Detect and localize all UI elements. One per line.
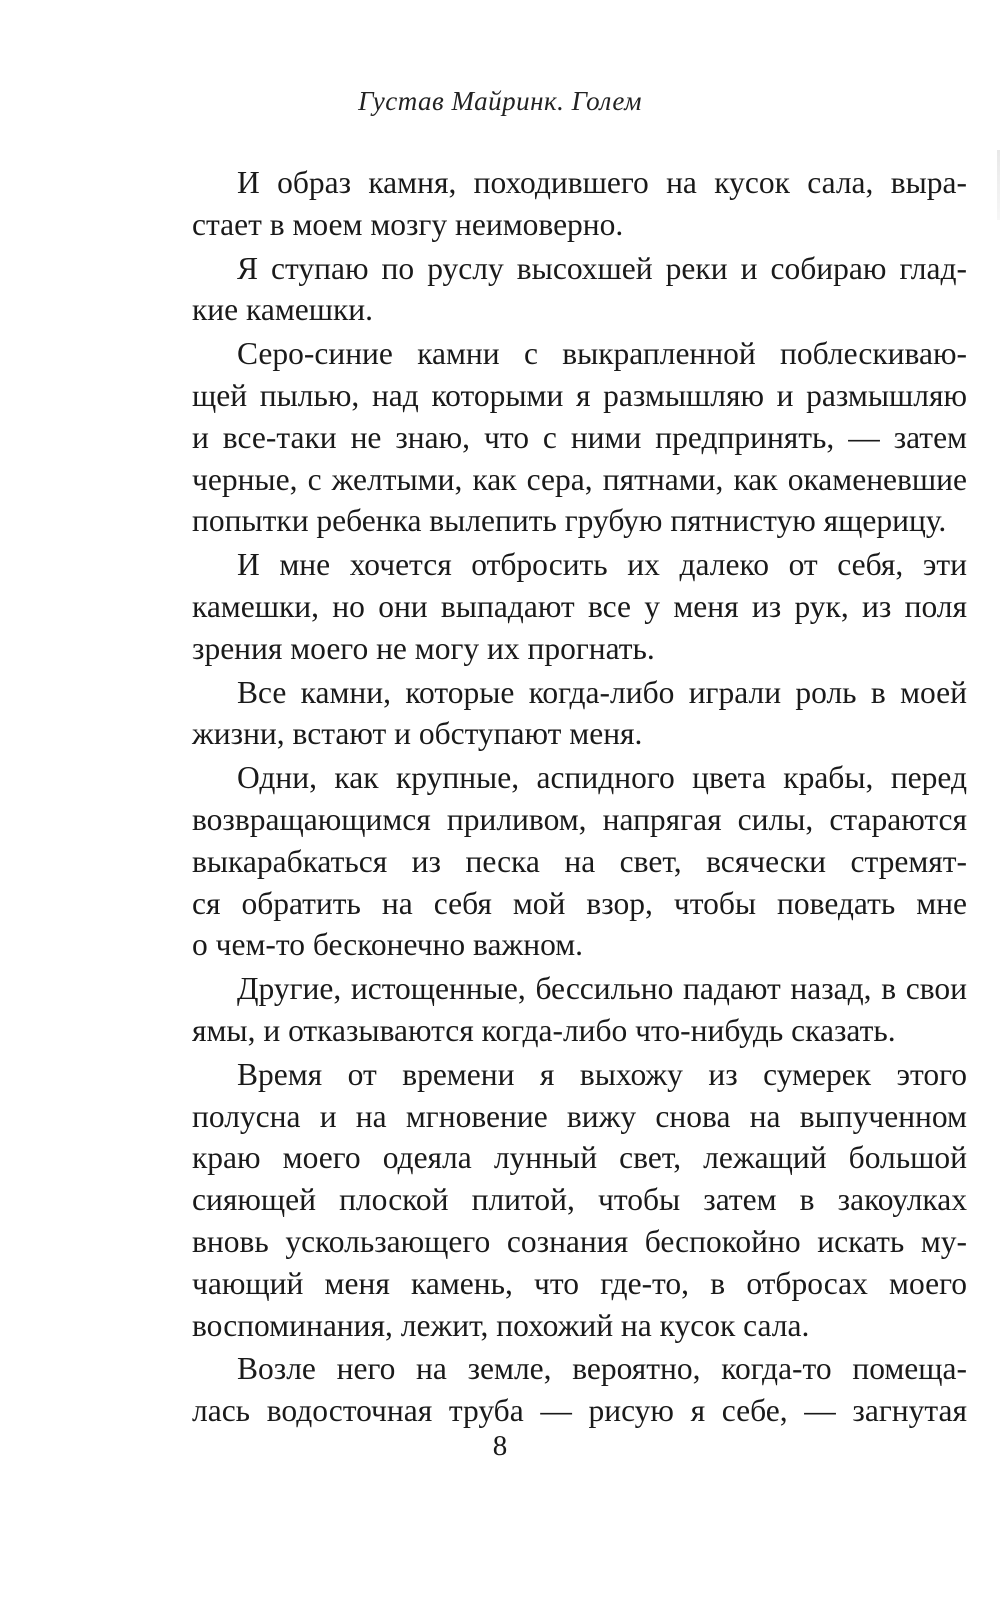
- text-line: ся обратить на себя мой взор, чтобы поведать мне: [192, 885, 967, 921]
- text-line: чающий меня камень, что где-то, в отбросах моего: [192, 1265, 967, 1301]
- body-text: [192, 162, 967, 1434]
- text-line: Возле него на земле, вероятно, когда-то помеща-: [237, 1351, 967, 1387]
- text-line: зрения моего не могу их прогнать.: [192, 630, 655, 666]
- paragraph: [192, 248, 967, 332]
- text-line: краю моего одеяла лунный свет, лежащий большой: [192, 1140, 967, 1176]
- text-line: о чем-то бесконечно важном.: [192, 927, 584, 963]
- text-line: полусна и на мгновение вижу снова на выпученном: [192, 1098, 967, 1134]
- text-line: стает в моем мозгу неимоверно.: [192, 206, 624, 242]
- page-number: 8: [492, 1430, 508, 1462]
- text-line: и все-таки не знаю, что с ними предпринять, — затем: [192, 419, 967, 455]
- text-line: Одни, как крупные, аспидного цвета крабы, перед: [237, 760, 967, 796]
- paragraph: [192, 757, 967, 966]
- text-line: И образ камня, походившего на кусок сала, выра-: [237, 165, 967, 200]
- text-line: Серо-синие камни с выкрапленной поблескиваю-: [237, 336, 967, 372]
- text-line: Время от времени я выхожу из сумерек этого: [237, 1056, 967, 1092]
- text-line: возвращающимся приливом, напрягая силы, стараются: [192, 801, 967, 837]
- text-line: щей пылью, над которыми я размышляю и размышляю: [192, 377, 967, 413]
- paragraph: [192, 333, 967, 542]
- paragraph: [192, 1348, 967, 1432]
- text-line: кие камешки.: [192, 292, 374, 328]
- text-line: попытки ребенка вылепить грубую пятнистую ящерицу.: [192, 503, 947, 539]
- text-line: выкарабкаться из песка на свет, всячески стремят-: [192, 843, 967, 879]
- text-line: Все камни, которые когда-либо играли роль в моей: [237, 674, 967, 710]
- text-line: Другие, истощенные, бессильно падают назад, в свои: [237, 971, 967, 1007]
- paragraph: [192, 1054, 967, 1347]
- text-line: И мне хочется отбросить их далеко от себя, эти: [237, 547, 967, 583]
- text-line: ямы, и отказываются когда-либо что-нибудь сказать.: [192, 1012, 896, 1048]
- paragraph: [192, 672, 967, 756]
- text-line: черные, с желтыми, как сера, пятнами, как окаменевшие: [192, 461, 967, 497]
- paragraph: [192, 968, 967, 1052]
- text-line: Я ступаю по руслу высохшей реки и собираю глад-: [237, 250, 967, 286]
- text-line: воспоминания, лежит, похожий на кусок сала.: [192, 1307, 810, 1343]
- paragraph: [192, 544, 967, 669]
- paragraph: [192, 162, 967, 246]
- text-line: сияющей плоской плитой, чтобы затем в закоулках: [192, 1182, 967, 1218]
- text-line: жизни, встают и обступают меня.: [192, 716, 643, 752]
- text-line: вновь ускользающего сознания беспокойно искать му-: [192, 1223, 967, 1259]
- text-line: камешки, но они выпадают все у меня из рук, из поля: [192, 588, 967, 624]
- running-header-title: Густав Майринк. Голем: [358, 86, 642, 116]
- text-line: лась водосточная труба — рисую я себе, — загнутая: [192, 1393, 967, 1429]
